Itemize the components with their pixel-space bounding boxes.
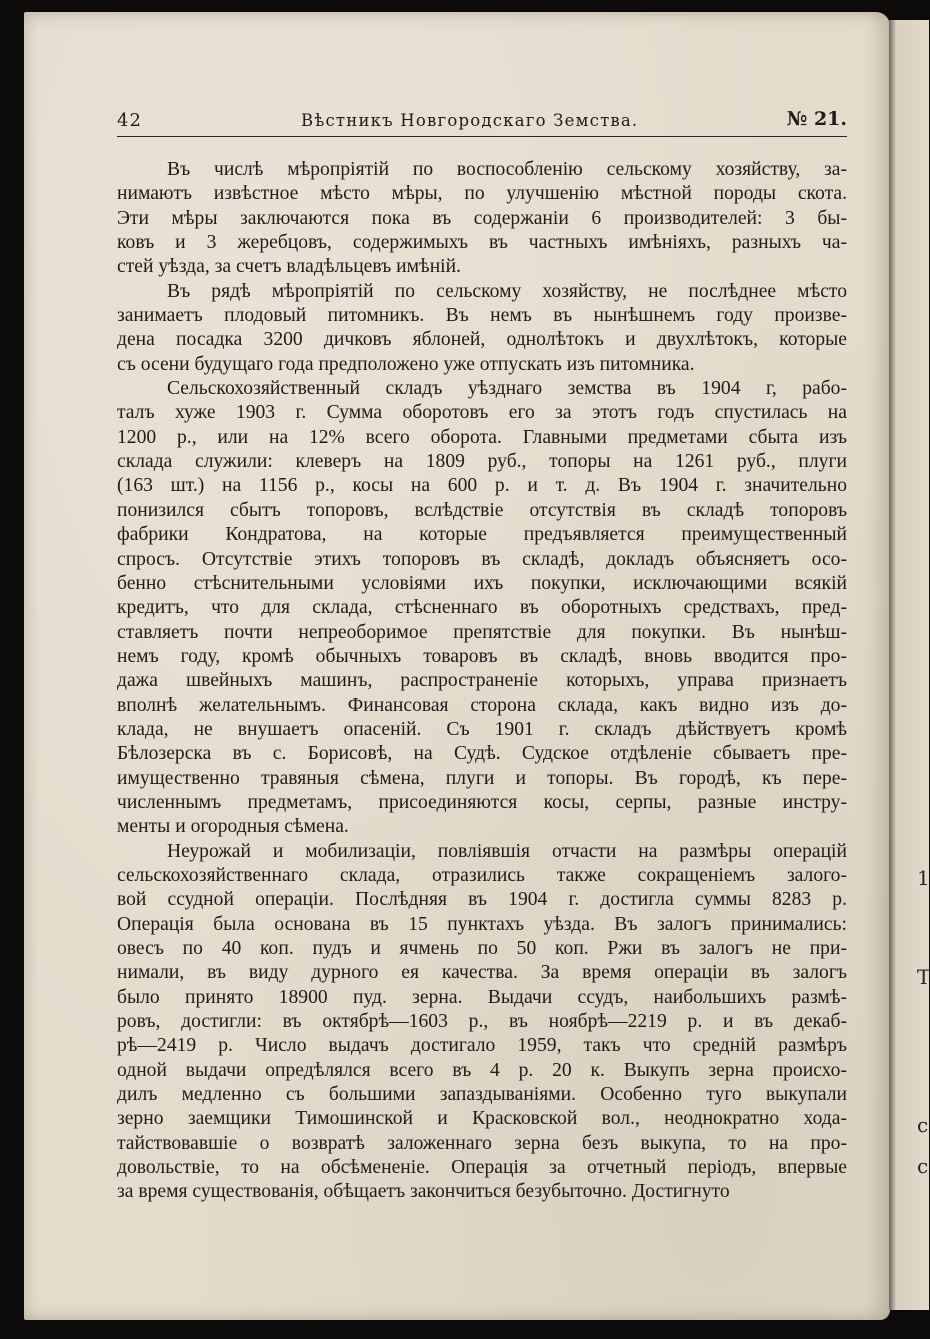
adjacent-page-edge bbox=[889, 20, 929, 1310]
text-line: Бѣлозерска въ с. Борисовѣ, на Судѣ. Судское отдѣленіе сбываетъ пре- bbox=[117, 743, 847, 765]
text-line: 1200 р., или на 12% всего оборота. Главными предметами сбыта изъ bbox=[117, 426, 847, 448]
text-line: рѣ—2419 р. Число выдачъ достигало 1959, такъ что средній размѣръ bbox=[117, 1035, 847, 1057]
text-line: склада служили: клеверъ на 1809 руб., топоры на 1261 руб., плуги bbox=[117, 451, 847, 473]
text-line: дена посадка 3200 дичковъ яблоней, однолѣтокъ и двухлѣтокъ, которые bbox=[117, 329, 847, 351]
text-line: дажа швейныхъ машинъ, распространеніе которыхъ, управа признаетъ bbox=[117, 670, 847, 692]
text-line: понизился сбытъ топоровъ, вслѣдствіе отсутствія въ складѣ топоровъ bbox=[117, 499, 847, 521]
text-line: Въ рядѣ мѣропріятій по сельскому хозяйству, не послѣднее мѣсто bbox=[167, 280, 847, 302]
paragraph bbox=[117, 158, 847, 280]
text-line: сельскохозяйственнаго склада, отразились также сокращеніемъ залого- bbox=[117, 864, 847, 886]
article-body bbox=[117, 158, 847, 1205]
text-line: тайствовавшіе о возвратѣ заложеннаго зерна безъ выкупа, то на про- bbox=[117, 1132, 847, 1154]
text-line: нимаютъ извѣстное мѣсто мѣры, по улучшенію мѣстной породы скота. bbox=[117, 183, 847, 205]
text-line: одной выдачи опредѣлялся всего въ 4 р. 20 к. Выкупъ зерна происхо- bbox=[117, 1059, 847, 1081]
text-line: ковъ и 3 жеребцовъ, содержимыхъ въ частныхъ имѣніяхъ, разныхъ ча- bbox=[117, 232, 847, 254]
text-line: фабрики Кондратова, на которые предъявляется преимущественный bbox=[117, 524, 847, 546]
text-line: зерно заемщики Тимошинской и Красковской вол., неоднократно хода- bbox=[117, 1108, 847, 1130]
text-line: ставляетъ почти непреоборимое препятствіе для покупки. Въ нынѣш- bbox=[117, 621, 847, 643]
text-line: за время существованія, обѣщаетъ закончиться безубыточно. Достигнуто bbox=[117, 1181, 730, 1203]
text-line: имущественно травяныя сѣмена, плуги и топоры. Въ городѣ, къ пере- bbox=[117, 767, 847, 789]
text-line: дилъ медленно съ большими запаздываніями. Особенно туго выкупали bbox=[117, 1084, 847, 1106]
adjacent-page-fragment: с bbox=[917, 1113, 929, 1137]
paragraph bbox=[117, 840, 847, 1205]
text-line: Операція была основана въ 15 пунктахъ уѣзда. Въ залогъ принимались: bbox=[117, 913, 847, 935]
text-line: стей уѣзда, за счетъ владѣльцевъ имѣній. bbox=[117, 256, 462, 278]
issue-number: № 21. bbox=[786, 108, 847, 130]
paragraph bbox=[117, 280, 847, 377]
text-line: талъ хуже 1903 г. Сумма оборотовъ его за этотъ годъ спустилась на bbox=[117, 402, 847, 424]
text-line: Эти мѣры заключаются пока въ содержаніи 6 производителей: 3 бы- bbox=[117, 207, 847, 229]
text-line: нимали, въ виду дурного ея качества. За время операціи въ залогъ bbox=[117, 962, 847, 984]
adjacent-page-fragment: 1 bbox=[917, 866, 930, 890]
text-line: кредитъ, что для склада, стѣсненнаго въ оборотныхъ средствахъ, пред- bbox=[117, 597, 847, 619]
text-line: ровъ, достигли: въ октябрѣ—1603 р., въ ноябрѣ—2219 р. и въ декаб- bbox=[117, 1011, 847, 1033]
paragraph bbox=[117, 377, 847, 840]
page-number: 42 bbox=[117, 110, 142, 131]
text-line: (163 шт.) на 1156 р., косы на 600 р. и т. д. Въ 1904 г. значительно bbox=[117, 475, 847, 497]
adjacent-page-fragment: с bbox=[917, 1154, 929, 1178]
text-line: менты и огородныя сѣмена. bbox=[117, 816, 349, 838]
text-line: спросъ. Отсутствіе этихъ топоровъ въ складѣ, докладъ объясняетъ осо- bbox=[117, 548, 847, 570]
text-line: Неурожай и мобилизаціи, повліявшія отчасти на размѣры операцій bbox=[167, 840, 847, 862]
running-header bbox=[117, 108, 847, 137]
text-line: численнымъ предметамъ, присоединяются косы, серпы, разные инстру- bbox=[117, 791, 847, 813]
adjacent-page-fragment: Т bbox=[917, 965, 930, 989]
journal-title: Вѣстникъ Новгородскаго Земства. bbox=[301, 111, 639, 130]
text-line: немъ году, кромѣ обычныхъ товаровъ въ складѣ, вновь вводится про- bbox=[117, 645, 847, 667]
text-line: бенно стѣснительными условіями ихъ покупки, исключающими всякій bbox=[117, 572, 847, 594]
text-line: вой ссудной операціи. Послѣдняя въ 1904 г. достигла суммы 8283 р. bbox=[117, 889, 847, 911]
text-line: занимаетъ плодовый питомникъ. Въ немъ въ нынѣшнемъ году произве- bbox=[117, 305, 847, 327]
text-line: было принято 18900 пуд. зерна. Выдачи ссудъ, наибольшихъ размѣ- bbox=[117, 986, 847, 1008]
text-line: Сельскохозяйственный складъ уѣзднаго земства въ 1904 г, рабо- bbox=[167, 378, 847, 400]
text-line: довольствіе, то на обсѣмененіе. Операція за отчетный періодъ, впервые bbox=[117, 1157, 847, 1179]
text-line: Въ числѣ мѣропріятій по воспособленію сельскому хозяйству, за- bbox=[167, 159, 847, 180]
text-line: клада, не внушаетъ опасеній. Съ 1901 г. складъ дѣйствуетъ кромѣ bbox=[117, 718, 847, 740]
text-line: съ осени будущаго года предположено уже отпускать изъ питомника. bbox=[117, 353, 695, 375]
text-line: овесъ по 40 коп. пудъ и ячмень по 50 коп. Ржи въ залогъ не при- bbox=[117, 938, 847, 959]
text-line: вполнѣ желательнымъ. Финансовая сторона склада, какъ видно изъ до- bbox=[117, 694, 847, 716]
